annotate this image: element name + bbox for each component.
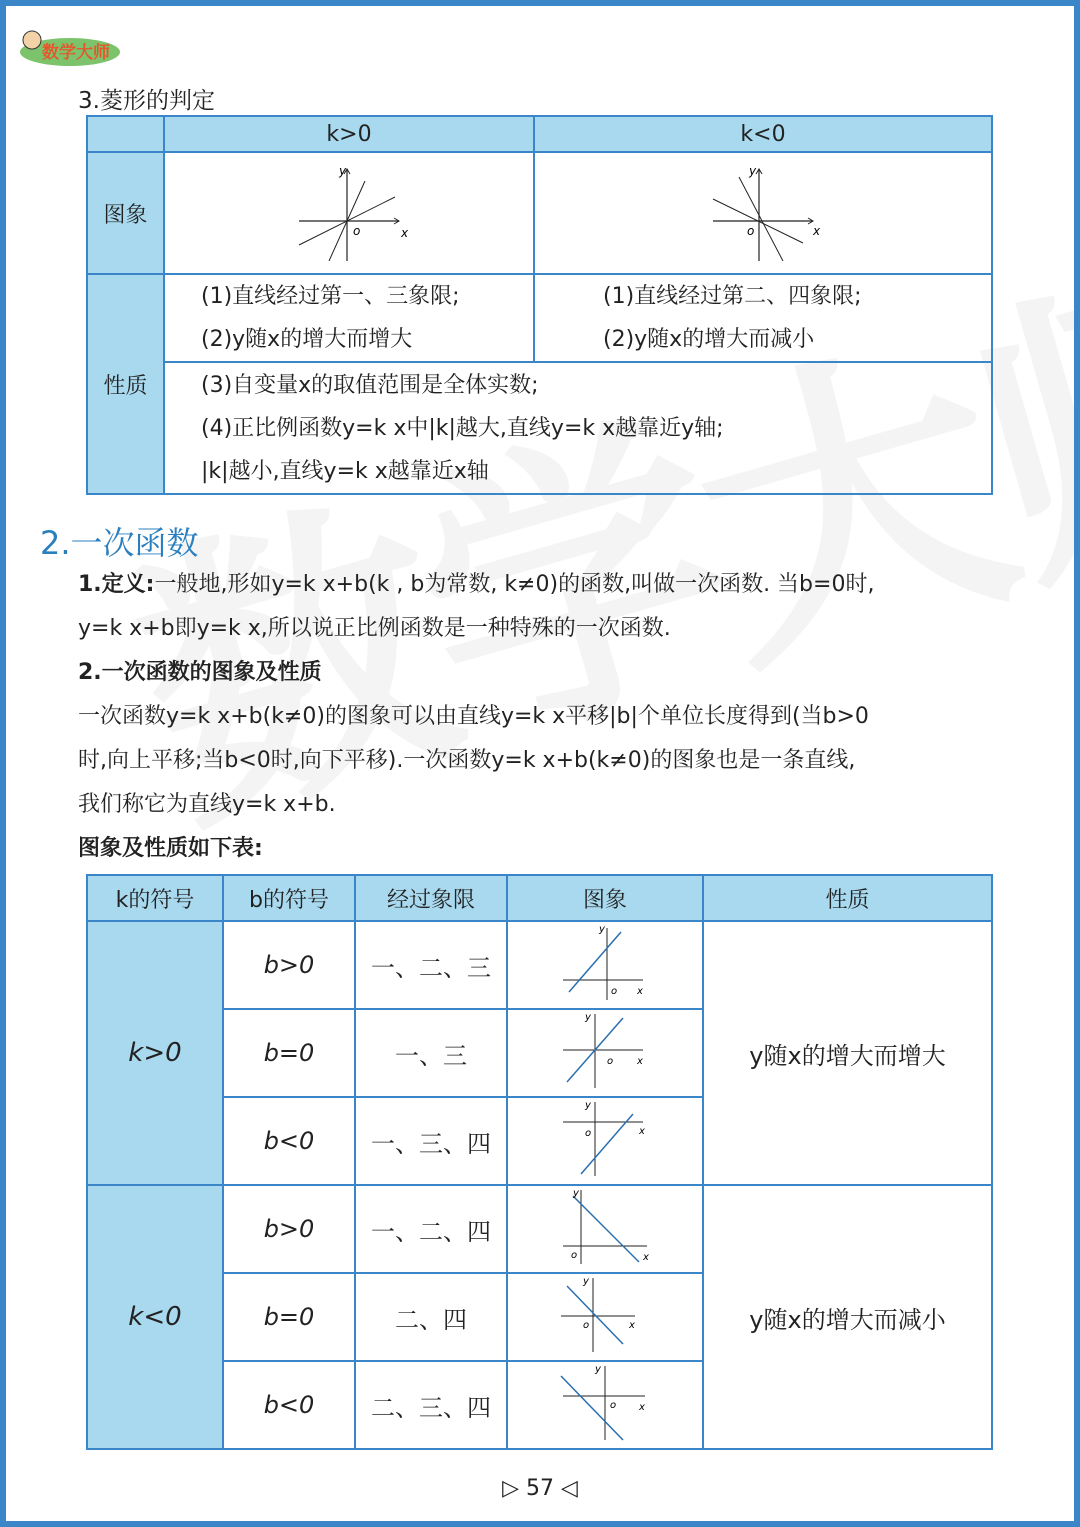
header-quadrants: 经过象限 [355, 875, 507, 921]
svg-text:o: o [583, 1320, 590, 1331]
graph-cell [507, 1273, 703, 1361]
b-cell: b<0 [223, 1097, 355, 1185]
graph-cell [507, 921, 703, 1009]
quadrant-cell: 二、四 [355, 1273, 507, 1361]
b-cell: b>0 [223, 921, 355, 1009]
prop-neg-1: (1)直线经过第二、四象限; [603, 284, 862, 309]
prop-common-3: (3)自变量x的取值范围是全体实数; [201, 372, 539, 398]
quadrant-cell: 一、二、三 [355, 921, 507, 1009]
svg-text:o: o [585, 1128, 592, 1139]
svg-text:x: x [639, 1402, 645, 1413]
graph-cell [507, 1097, 703, 1185]
definition [78, 563, 1038, 871]
svg-text:x: x [637, 986, 643, 997]
b-cell: b=0 [223, 1009, 355, 1097]
graph-prop-line3: 我们称它为直线y=k x+b. [78, 792, 336, 817]
prop-neg-2: (2)y随x的增大而减小 [603, 327, 815, 352]
quadrant-cell: 一、三 [355, 1009, 507, 1097]
b-cell: b>0 [223, 1185, 355, 1273]
svg-text:x: x [643, 1252, 649, 1263]
header-k-sign: k的符号 [87, 875, 223, 921]
graph-k-neg-svg [703, 161, 823, 261]
svg-text:y: y [749, 164, 757, 178]
svg-text:y: y [585, 1012, 591, 1023]
logo-text: 数学大师 [42, 43, 110, 63]
definition-label: 1.定义: [78, 572, 155, 597]
prop-k-pos [164, 274, 534, 362]
k-neg-label: k<0 [87, 1185, 223, 1449]
definition-line1: 一般地,形如y=k x+b(k , b为常数, k≠0)的函数,叫做一次函数. 当b=0时, [154, 572, 875, 597]
graph-prop-line2: 时,向上平移;当b<0时,向下平移).一次函数y=k x+b(k≠0)的图象也是一条直线, [78, 748, 856, 773]
svg-text:o: o [571, 1250, 578, 1261]
svg-text:o: o [353, 224, 361, 238]
prop-pos-1: (1)直线经过第一、三象限; [201, 284, 460, 309]
svg-text:o: o [607, 1056, 614, 1067]
header-property: 性质 [703, 875, 992, 921]
page-number: ▷ 57 ◁ [502, 1476, 578, 1501]
corner-cell [87, 116, 164, 152]
line-graph [555, 922, 655, 1002]
section-title: 3.菱形的判定 [78, 88, 215, 114]
prop-k-neg [534, 274, 992, 362]
line-graph [555, 1098, 655, 1178]
line-graph [555, 1362, 655, 1442]
quadrant-cell: 一、三、四 [355, 1097, 507, 1185]
svg-text:o: o [610, 1400, 617, 1411]
page [6, 6, 1074, 1521]
logo [18, 24, 122, 70]
header-k-neg: k<0 [534, 116, 992, 152]
prop-k-pos: y随x的增大而增大 [703, 921, 992, 1185]
linear-function-table [86, 874, 993, 1450]
quadrant-cell: 二、三、四 [355, 1361, 507, 1449]
header-graph: 图象 [507, 875, 703, 921]
graph-k-pos [164, 152, 534, 274]
table-intro: 图象及性质如下表: [78, 836, 263, 861]
prop-common [164, 362, 992, 494]
graph-k-pos-svg [289, 161, 409, 261]
prop-common-5: |k|越小,直线y=k x越靠近x轴 [201, 458, 489, 484]
b-cell: b=0 [223, 1273, 355, 1361]
b-cell: b<0 [223, 1361, 355, 1449]
header-b-sign: b的符号 [223, 875, 355, 921]
heading-linear-function: 2.一次函数 [40, 524, 199, 562]
proportional-function-table [86, 115, 993, 495]
row-label-graph: 图象 [87, 152, 164, 274]
svg-text:o: o [611, 986, 618, 997]
graph-k-neg [534, 152, 992, 274]
svg-text:x: x [813, 224, 821, 238]
svg-text:x: x [639, 1126, 645, 1137]
svg-text:y: y [583, 1276, 589, 1287]
line-graph [555, 1274, 655, 1354]
graph-prop-label: 2.一次函数的图象及性质 [78, 660, 322, 685]
graph-cell [507, 1361, 703, 1449]
graph-cell [507, 1009, 703, 1097]
svg-text:y: y [595, 1364, 601, 1375]
svg-text:y: y [339, 164, 347, 178]
prop-common-4: (4)正比例函数y=k x中|k|越大,直线y=k x越靠近y轴; [201, 415, 724, 441]
svg-text:y: y [573, 1188, 579, 1199]
line-graph [555, 1010, 655, 1090]
row-label-prop: 性质 [87, 274, 164, 494]
definition-line2: y=k x+b即y=k x,所以说正比例函数是一种特殊的一次函数. [78, 616, 671, 641]
svg-text:o: o [747, 224, 755, 238]
quadrant-cell: 一、二、四 [355, 1185, 507, 1273]
prop-k-neg: y随x的增大而减小 [703, 1185, 992, 1449]
svg-text:y: y [585, 1100, 591, 1111]
graph-cell [507, 1185, 703, 1273]
svg-text:x: x [637, 1056, 643, 1067]
svg-text:x: x [629, 1320, 635, 1331]
k-pos-label: k>0 [87, 921, 223, 1185]
line-graph [555, 1186, 655, 1266]
graph-prop-line1: 一次函数y=k x+b(k≠0)的图象可以由直线y=k x平移|b|个单位长度得到(当b>0 [78, 704, 869, 729]
prop-pos-2: (2)y随x的增大而增大 [201, 327, 413, 352]
svg-text:x: x [401, 226, 409, 240]
header-k-pos: k>0 [164, 116, 534, 152]
svg-text:y: y [599, 924, 605, 935]
